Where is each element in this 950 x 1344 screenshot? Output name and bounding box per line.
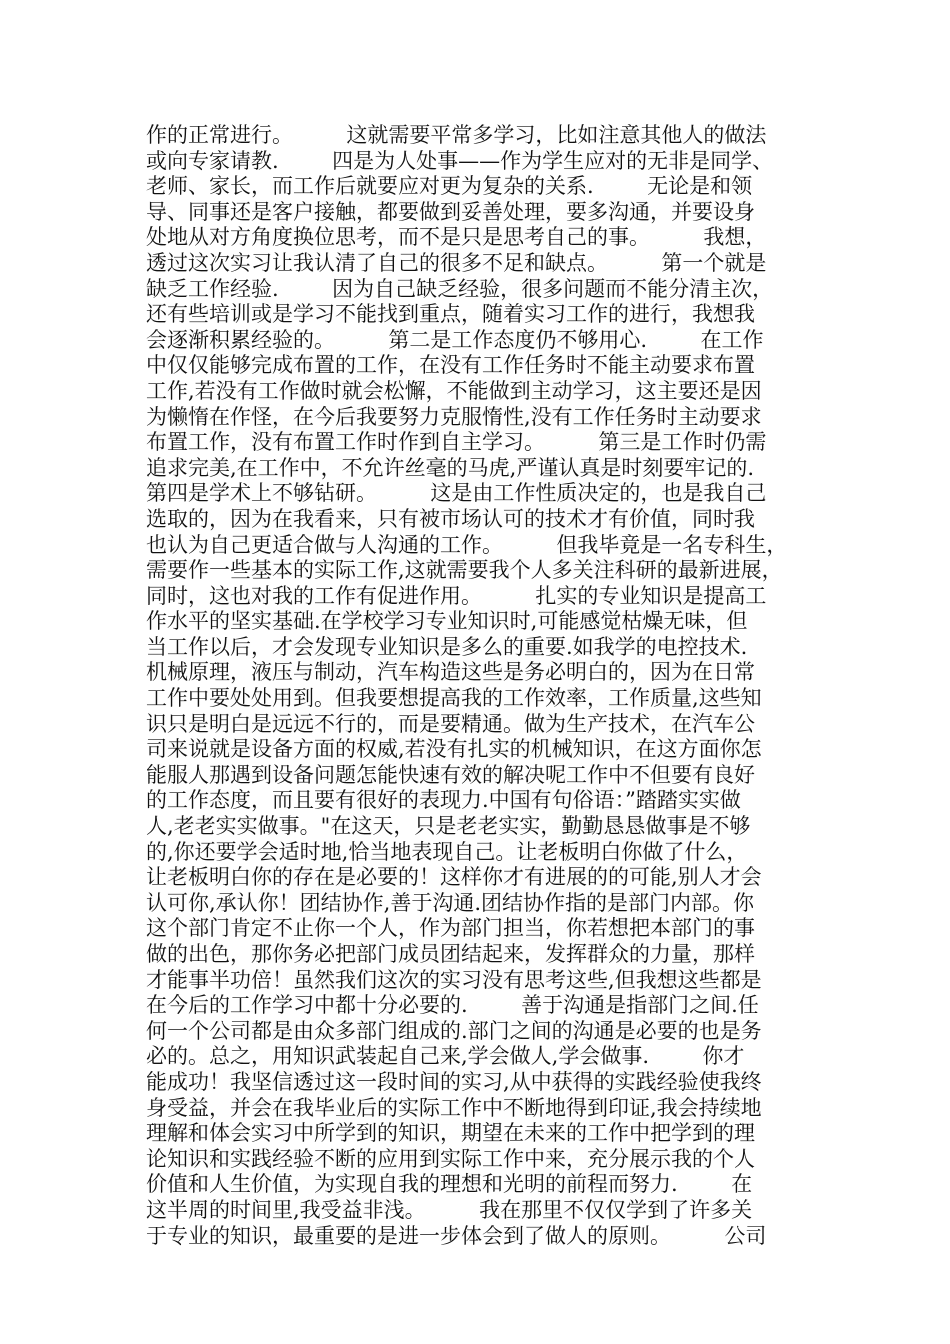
text-line: 老师、家长，而工作后就要应对更为复杂的关系. 无论是和领 xyxy=(146,174,753,199)
text-line: 于专业的知识，最重要的是进一步体会到了做人的原则。 公司 xyxy=(146,1223,767,1248)
text-line: 中仅仅能够完成布置的工作，在没有工作任务时不能主动要求布置 xyxy=(146,353,755,378)
text-line: 为懒惰在作怪，在今后我要努力克服惰性,没有工作任务时主动要求 xyxy=(146,404,762,429)
text-line: 这半周的时间里,我受益非浅。 我在那里不仅仅学到了许多关 xyxy=(146,1197,753,1222)
text-line: 还有些培训或是学习不能找到重点，随着实习工作的进行，我想我 xyxy=(146,302,755,327)
text-line: 透过这次实习让我认清了自己的很多不足和缺点。 第一个就是 xyxy=(146,250,767,275)
text-line: 处地从对方角度换位思考，而不是只是思考自己的事。 我想， xyxy=(146,225,767,250)
text-line: 布置工作，没有布置工作时作到自主学习。 第三是工作时仍需 xyxy=(146,430,767,455)
text-line: 价值和人生价值，为实现自我的理想和光明的前程而努力. 在 xyxy=(146,1172,753,1197)
text-line: 能服人那遇到设备问题怎能快速有效的解决呢工作中不但要有良好 xyxy=(146,762,755,787)
body-text xyxy=(146,123,806,1249)
text-line: 缺乏工作经验. 因为自己缺乏经验，很多问题而不能分清主次， xyxy=(146,276,774,301)
text-line: 司来说就是设备方面的权威,若没有扎实的机械知识，在这方面你怎 xyxy=(146,737,762,762)
text-line: 工作中要处处用到。但我要想提高我的工作效率，工作质量,这些知 xyxy=(146,686,762,711)
text-line: 能成功！我坚信透过这一段时间的实习,从中获得的实践经验使我终 xyxy=(146,1069,762,1094)
text-line: 当工作以后，才会发现专业知识是多么的重要.如我学的电控技术. xyxy=(146,634,748,659)
text-line: 同时，这也对我的工作有促进作用。 扎实的专业知识是提高工 xyxy=(146,583,767,608)
text-line: 何一个公司都是由众多部门组成的.部门之间的沟通是必要的也是务 xyxy=(146,1018,762,1043)
text-line: 作水平的坚实基础.在学校学习专业知识时,可能感觉枯燥无味，但 xyxy=(146,609,748,634)
text-line: 导、同事还是客户接触，都要做到妥善处理，要多沟通，并要设身 xyxy=(146,199,755,224)
text-line: 这个部门肯定不止你一个人，作为部门担当，你若想把本部门的事 xyxy=(146,916,755,941)
text-line: 让老板明白你的存在是必要的！这样你才有进展的的可能,别人才会 xyxy=(146,865,762,890)
text-line: 理解和体会实习中所学到的知识，期望在未来的工作中把学到的理 xyxy=(146,1121,755,1146)
text-line: 的工作态度，而且要有很好的表现力.中国有句俗语：”踏踏实实做 xyxy=(146,788,741,813)
text-line: 识只是明白是远远不行的，而是要精通。做为生产技术，在汽车公 xyxy=(146,711,755,736)
text-line: 作的正常进行。 这就需要平常多学习，比如注意其他人的做法 xyxy=(146,123,767,147)
text-line: 会逐渐积累经验的。 第二是工作态度仍不够用心. 在工作 xyxy=(146,327,764,352)
text-line: 在今后的工作学习中都十分必要的. 善于沟通是指部门之间.任 xyxy=(146,993,759,1018)
text-line: 也认为自己更适合做与人沟通的工作。 但我毕竟是一名专科生， xyxy=(146,532,788,557)
text-line: 论知识和实践经验不断的应用到实际工作中来，充分展示我的个人 xyxy=(146,1146,755,1171)
text-line: 人,老老实实做事。"在这天，只是老老实实，勤勤恳恳做事是不够 xyxy=(146,814,751,839)
text-line: 的,你还要学会适时地,恰当地表现自己。让老板明白你做了什么， xyxy=(146,839,748,864)
text-line: 做的出色，那你务必把部门成员团结起来，发挥群众的力量，那样 xyxy=(146,942,755,966)
text-line: 才能事半功倍！虽然我们这次的实习没有思考这些,但我想这些都是 xyxy=(146,967,762,992)
text-line: 或向专家请教. 四是为人处事——作为学生应对的无非是同学、 xyxy=(146,148,774,173)
text-line: 必的。总之，用知识武装起自己来,学会做人,学会做事. 你才 xyxy=(146,1044,745,1069)
text-line: 认可你,承认你！团结协作,善于沟通.团结协作指的是部门内部。你 xyxy=(146,890,755,915)
text-line: 选取的，因为在我看来，只有被市场认可的技术才有价值，同时我 xyxy=(146,506,755,531)
text-line: 工作,若没有工作做时就会松懈，不能做到主动学习，这主要还是因 xyxy=(146,378,762,403)
text-line: 身受益，并会在我毕业后的实际工作中不断地得到印证,我会持续地 xyxy=(146,1095,762,1120)
text-line: 需要作一些基本的实际工作,这就需要我个人多关注科研的最新进展， xyxy=(146,558,783,583)
text-line: 机械原理，液压与制动，汽车构造这些是务必明白的，因为在日常 xyxy=(146,660,755,685)
text-line: 追求完美,在工作中，不允许丝毫的马虎,严谨认真是时刻要牢记的. xyxy=(146,455,755,480)
text-line: 第四是学术上不够钻研。 这是由工作性质决定的，也是我自己 xyxy=(146,481,767,506)
